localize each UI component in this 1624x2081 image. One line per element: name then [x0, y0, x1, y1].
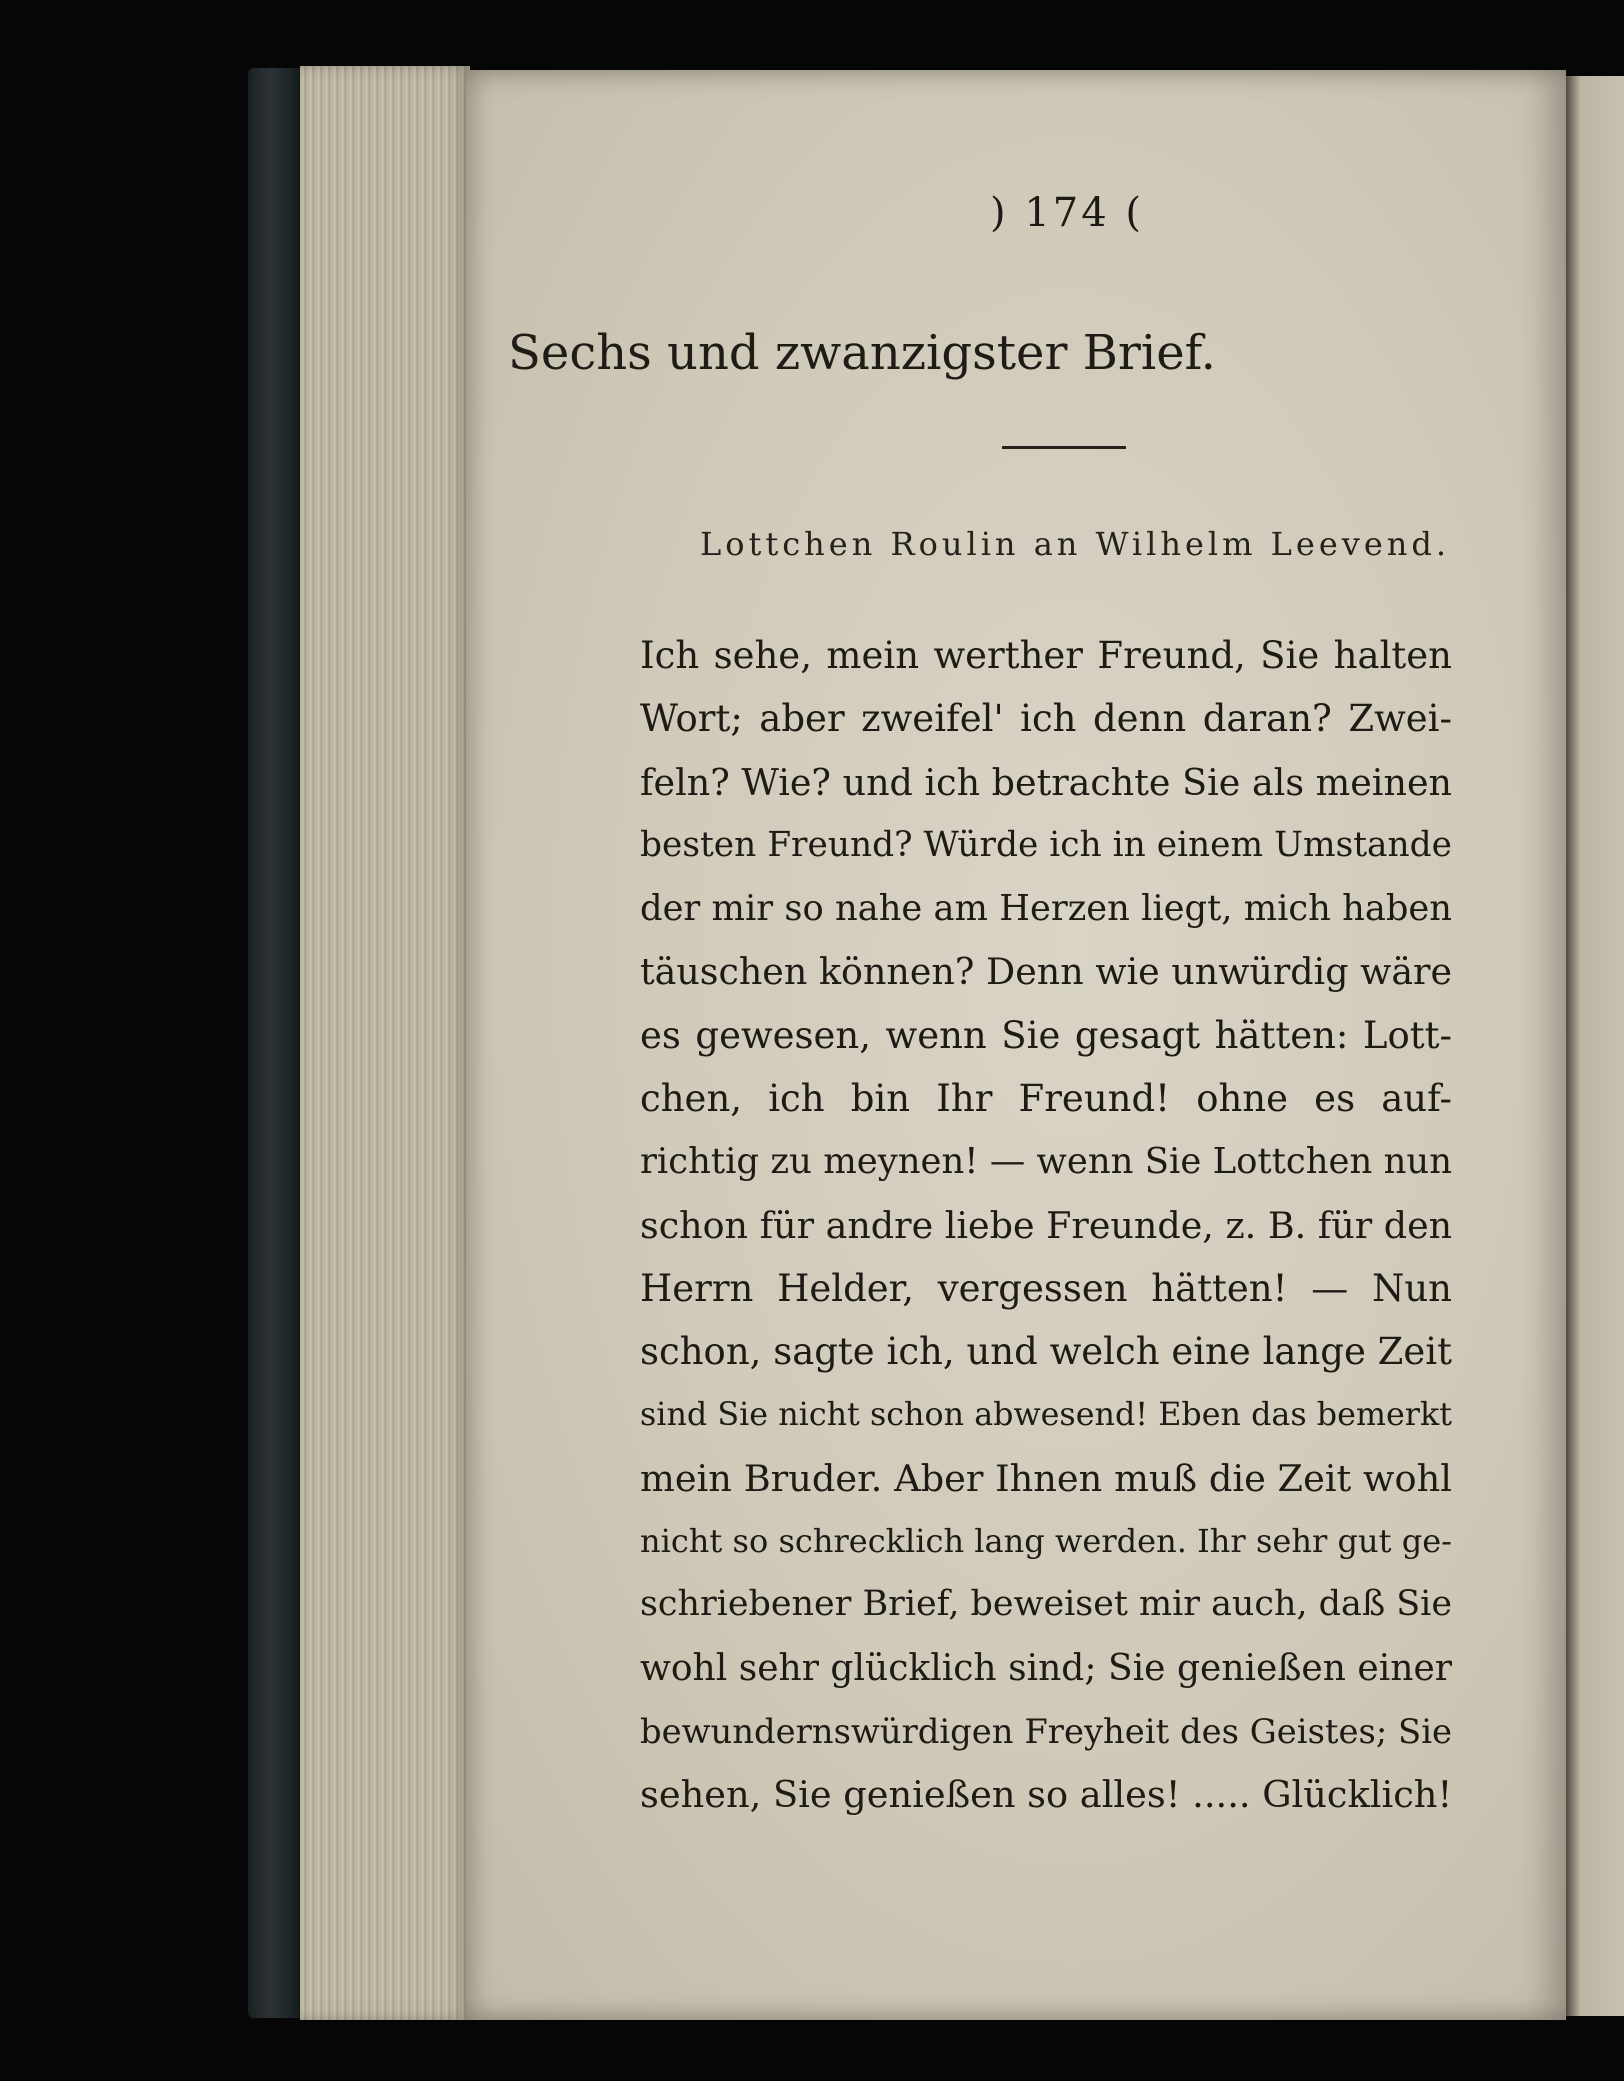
letter-body	[640, 624, 1452, 1827]
body-line: schon, sagte ich, und welch eine lange Zeit	[640, 1330, 1452, 1374]
body-line: Wort; aber zweifel' ich denn daran? Zwei-	[640, 697, 1452, 741]
body-line: schriebener Brief, beweiset mir auch, daß Sie	[640, 1584, 1453, 1625]
title-divider-rule	[1002, 446, 1126, 449]
body-line: bewundernswürdigen Freyheit des Geistes; Sie	[640, 1712, 1452, 1752]
body-line: Herrn Helder, vergessen hätten! — Nun	[640, 1266, 1452, 1310]
body-line: wohl sehr glücklich sind; Sie genießen einer	[640, 1647, 1452, 1689]
body-line: mein Bruder. Aber Ihnen muß die Zeit wohl	[640, 1456, 1452, 1500]
body-line: richtig zu meynen! — wenn Sie Lottchen nun	[640, 1141, 1452, 1183]
body-line: schon für andre liebe Freunde, z. B. für den	[640, 1203, 1453, 1247]
body-line: der mir so nahe am Herzen liegt, mich haben	[640, 888, 1452, 930]
body-line: chen, ich bin Ihr Freund! ohne es auf-	[640, 1077, 1452, 1121]
body-line: feln? Wie? und ich betrachte Sie als meinen	[640, 760, 1452, 804]
body-line: Ich sehe, mein werther Freund, Sie halten	[640, 634, 1452, 677]
letter-title: Sechs und zwanzigster Brief.	[508, 325, 1216, 381]
letter-salutation-heading: Lottchen Roulin an Wilhelm Leevend.	[700, 525, 1451, 563]
body-line: besten Freund? Würde ich in einem Umstande	[640, 824, 1452, 865]
body-line: sehen, Sie genießen so alles! ..... Glücklich!	[640, 1773, 1453, 1817]
body-line: es gewesen, wenn Sie gesagt hätten: Lott-	[640, 1013, 1452, 1057]
body-line: sind Sie nicht schon abwesend! Eben das bemerkt	[640, 1396, 1452, 1433]
running-header-page-number: ) 174 (	[990, 190, 1144, 236]
body-line: nicht so schrecklich lang werden. Ihr sehr gut ge-	[640, 1522, 1452, 1561]
body-line: täuschen können? Denn wie unwürdig wäre	[640, 950, 1452, 994]
